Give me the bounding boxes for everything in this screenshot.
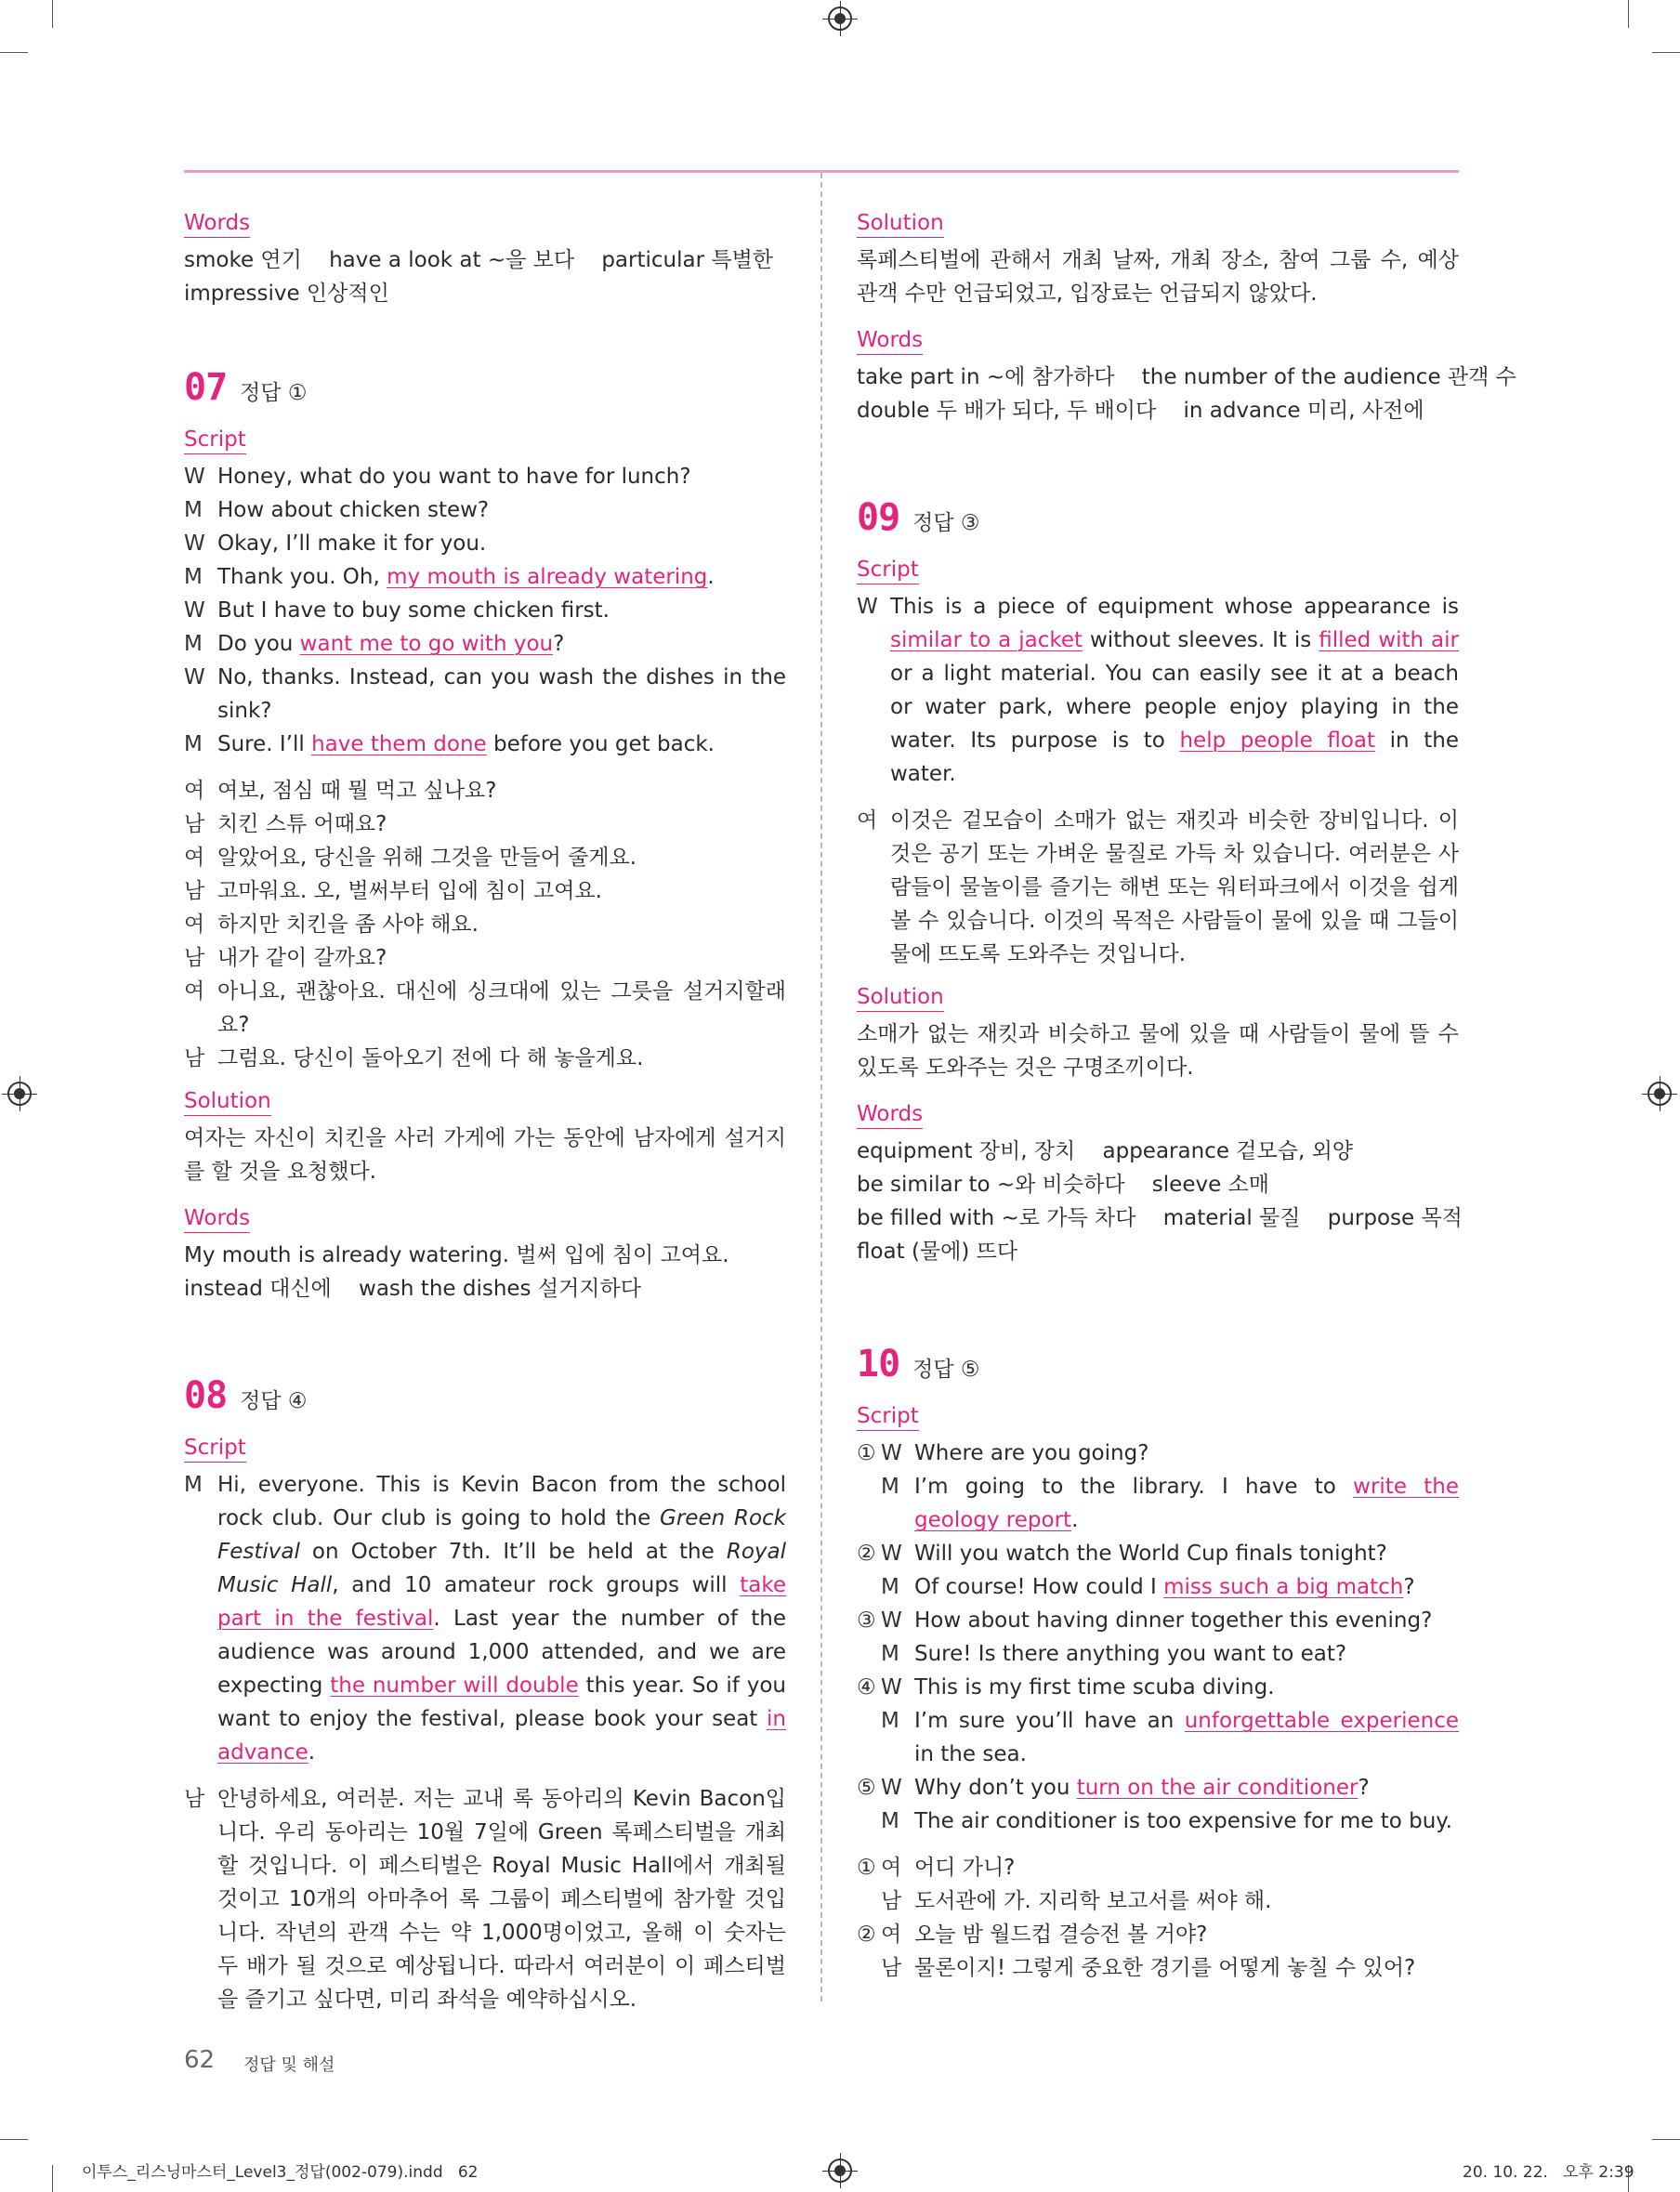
solution-section xyxy=(857,980,1459,1084)
script-line xyxy=(857,1537,1459,1570)
right-column xyxy=(857,206,1516,1994)
script-line xyxy=(184,594,786,627)
highlighted-phrase: help people float xyxy=(1179,728,1376,753)
text-segment: I’m going to the library. I have to xyxy=(914,1475,1354,1499)
script-text xyxy=(914,1637,1459,1671)
page-number: 62 xyxy=(184,2046,216,2074)
script-line xyxy=(857,1671,1459,1704)
script-line xyxy=(857,1570,1459,1604)
text-segment: Hi, everyone. This is Kevin Bacon from the school rock club. Our club is going to hold the xyxy=(217,1473,786,1530)
words-line: be filled with ~로 가득 차다 material 물질 purpose 목적 xyxy=(857,1206,1463,1230)
line-number xyxy=(857,1704,881,1771)
line-number xyxy=(857,1951,881,1985)
answer-label: 정답 ① xyxy=(240,381,308,405)
script-dialogue xyxy=(184,1468,786,1769)
crop-mark xyxy=(52,0,53,28)
speaker-label: 여 xyxy=(184,779,205,803)
line-number xyxy=(857,1805,881,1838)
crop-mark xyxy=(1652,52,1680,53)
text-segment: But I have to buy some chicken first. xyxy=(217,598,610,623)
text-segment: this year. So if you want to enjoy the festival, please book your seat xyxy=(217,1674,786,1731)
question-09-header xyxy=(857,496,1459,540)
translation-text: 치킨 스튜 어때요? xyxy=(217,812,387,836)
script-text xyxy=(914,1671,1459,1704)
translation-text: 도서관에 가. 지리학 보고서를 써야 해. xyxy=(914,1889,1272,1913)
speaker-label: 여 xyxy=(184,846,205,870)
slug-timestamp: 20. 10. 22. 오후 2:39 xyxy=(1463,2163,1634,2182)
answer-label: 정답 ③ xyxy=(912,511,980,535)
highlighted-phrase: take part in the festival xyxy=(217,1573,786,1631)
korean-translation xyxy=(184,774,786,1075)
text-segment: . xyxy=(707,565,715,589)
words-section xyxy=(184,206,786,310)
script-text xyxy=(914,1537,1459,1570)
speaker-label: 남 xyxy=(184,1787,205,1811)
translation-line xyxy=(184,1782,786,2016)
speaker-label: W xyxy=(184,598,205,623)
solution-text: 여자는 자신이 치킨을 사러 가게에 가는 동안에 남자에게 설거지를 할 것을 요청했다. xyxy=(184,1126,786,1184)
text-segment: Green Rock Festival xyxy=(217,1506,786,1564)
speaker-label: W xyxy=(857,595,878,619)
script-label: Script xyxy=(184,426,246,454)
speaker-label: M xyxy=(184,565,203,589)
translation-line xyxy=(184,975,786,1042)
script-line xyxy=(857,1805,1459,1838)
words-line: equipment 장비, 장치 appearance 겉모습, 외양 xyxy=(857,1139,1354,1163)
text-segment: or a light material. You can easily see it at a beach or water park, where people enjoy playing in the water. Its purpose is to xyxy=(890,662,1459,753)
script-line xyxy=(184,460,786,493)
line-number xyxy=(857,1884,881,1918)
speaker-label: W xyxy=(881,1608,902,1633)
script-line xyxy=(184,560,786,594)
text-segment: before you get back. xyxy=(486,732,715,756)
text-segment: Will you watch the World Cup finals tonight? xyxy=(914,1542,1387,1566)
script-text xyxy=(914,1570,1459,1604)
translation-line xyxy=(184,874,786,908)
words-line: instead 대신에 wash the dishes 설거지하다 xyxy=(184,1277,641,1301)
text-segment: Where are you going? xyxy=(914,1441,1149,1465)
registration-mark-icon xyxy=(1647,1082,1672,1106)
speaker-label: 여 xyxy=(881,1856,902,1880)
script-text xyxy=(217,493,786,527)
speaker-label: 여 xyxy=(881,1923,902,1947)
text-segment: This is my first time scuba diving. xyxy=(914,1675,1275,1700)
translation-text: 오늘 밤 월드컵 결승전 볼 거야? xyxy=(914,1923,1208,1947)
script-line xyxy=(184,493,786,527)
text-segment: . Last year the number of the audience was around 1,000 attended, and we are expecting xyxy=(217,1607,786,1698)
words-line: My mouth is already watering. 벌써 입에 침이 고여요. xyxy=(184,1243,729,1267)
text-segment: How about having dinner together this evening? xyxy=(914,1608,1433,1633)
speaker-label: M xyxy=(184,498,203,522)
solution-label: Solution xyxy=(184,1087,271,1116)
translation-line xyxy=(857,1884,1459,1918)
speaker-label: 남 xyxy=(184,879,205,903)
line-number: ① xyxy=(857,1856,876,1880)
question-number: 08 xyxy=(184,1374,228,1417)
speaker-label: M xyxy=(184,1473,203,1497)
script-text xyxy=(217,460,786,493)
script-dialogue xyxy=(184,460,786,761)
solution-section xyxy=(184,1084,786,1188)
solution-label: Solution xyxy=(857,209,944,238)
question-number: 10 xyxy=(857,1343,900,1385)
line-number: ① xyxy=(857,1441,876,1465)
script-line xyxy=(184,661,786,728)
words-line: impressive 인상적인 xyxy=(184,282,389,306)
translation-text: 고마워요. 오, 벌써부터 입에 침이 고여요. xyxy=(217,879,602,903)
text-segment: in the water. xyxy=(890,728,1459,786)
script-line xyxy=(857,1437,1459,1470)
translation-line xyxy=(184,941,786,975)
script-text xyxy=(914,1437,1459,1470)
highlighted-phrase: filled with air xyxy=(1319,628,1459,652)
translation-text: 내가 같이 갈까요? xyxy=(217,946,387,970)
script-text xyxy=(914,1604,1459,1637)
text-segment: The air conditioner is too expensive for me to buy. xyxy=(914,1809,1452,1833)
script-dialogue xyxy=(857,1437,1459,1838)
script-text xyxy=(217,594,786,627)
speaker-label: 여 xyxy=(184,912,205,937)
question-number: 07 xyxy=(184,366,228,409)
highlighted-phrase: unforgettable experience xyxy=(1184,1709,1460,1733)
registration-mark-icon xyxy=(828,2159,852,2183)
speaker-label: M xyxy=(881,1575,899,1599)
speaker-label: W xyxy=(881,1542,902,1566)
left-column xyxy=(184,206,786,2026)
words-list xyxy=(184,243,786,310)
highlighted-phrase: turn on the air conditioner xyxy=(1076,1776,1358,1800)
crop-mark xyxy=(1628,0,1629,28)
translation-line xyxy=(184,774,786,807)
script-text xyxy=(914,1704,1459,1771)
highlighted-phrase: the number will double xyxy=(330,1674,579,1698)
highlighted-phrase: write the geology report xyxy=(914,1475,1459,1532)
speaker-label: W xyxy=(881,1675,902,1700)
script-line xyxy=(857,1637,1459,1671)
translation-line xyxy=(184,908,786,941)
translation-line xyxy=(857,1851,1459,1884)
text-segment: Of course! How could I xyxy=(914,1575,1164,1599)
highlighted-phrase: miss such a big match xyxy=(1163,1575,1404,1599)
script-text xyxy=(914,1771,1459,1805)
text-segment: I’m sure you’ll have an xyxy=(914,1709,1185,1733)
script-line xyxy=(857,1704,1459,1771)
text-segment: Okay, I’ll make it for you. xyxy=(217,532,487,556)
text-segment: . xyxy=(1071,1508,1079,1532)
text-segment: ? xyxy=(553,632,565,656)
speaker-label: 여 xyxy=(857,808,878,833)
slug-filename: 이투스_리스닝마스터_Level3_정답(002-079).indd 62 xyxy=(82,2163,479,2182)
solution-section xyxy=(857,206,1459,310)
script-text xyxy=(217,627,786,661)
speaker-label: M xyxy=(184,632,203,656)
script-text xyxy=(217,560,786,594)
answer-label: 정답 ⑤ xyxy=(912,1358,980,1382)
words-line: be similar to ~와 비슷하다 sleeve 소매 xyxy=(857,1173,1269,1197)
translation-text: 여보, 점심 때 뭘 먹고 싶나요? xyxy=(217,779,497,803)
words-line: take part in ~에 참가하다 the number of the audience 관객 수 xyxy=(857,365,1516,389)
words-label: Words xyxy=(184,209,250,238)
script-line xyxy=(184,627,786,661)
script-dialogue xyxy=(857,590,1459,791)
question-number: 09 xyxy=(857,496,900,539)
question-10-header xyxy=(857,1343,1459,1386)
translation-text: 그럼요. 당신이 돌아오기 전에 다 해 놓을게요. xyxy=(217,1046,644,1070)
speaker-label: 남 xyxy=(184,1046,205,1070)
line-number: ④ xyxy=(857,1675,876,1700)
highlighted-phrase: similar to a jacket xyxy=(890,628,1083,652)
registration-mark-icon xyxy=(7,1082,32,1106)
translation-line xyxy=(184,807,786,841)
text-segment: No, thanks. Instead, can you wash the dishes in the sink? xyxy=(217,665,786,723)
text-segment: This is a piece of equipment whose appearance is xyxy=(890,595,1459,619)
korean-translation xyxy=(857,804,1459,971)
line-number: ② xyxy=(857,1923,876,1947)
script-text xyxy=(914,1805,1459,1838)
translation-text: 어디 가니? xyxy=(914,1856,1016,1880)
highlighted-phrase: have them done xyxy=(311,732,487,756)
text-segment: ? xyxy=(1403,1575,1415,1599)
script-label: Script xyxy=(857,1402,919,1431)
speaker-label: W xyxy=(184,665,205,689)
text-segment: Why don’t you xyxy=(914,1776,1077,1800)
script-label: Script xyxy=(857,556,919,584)
text-segment: Sure. I’ll xyxy=(217,732,312,756)
translation-line xyxy=(857,804,1459,971)
crop-mark xyxy=(52,2165,53,2192)
words-line: double 두 배가 되다, 두 배이다 in advance 미리, 사전에 xyxy=(857,399,1424,423)
text-segment: How about chicken stew? xyxy=(217,498,490,522)
script-text xyxy=(217,661,786,728)
line-number xyxy=(857,1637,881,1671)
line-number: ③ xyxy=(857,1608,876,1633)
question-08-header xyxy=(184,1374,786,1418)
translation-text: 알았어요, 당신을 위해 그것을 만들어 줄게요. xyxy=(217,846,637,870)
translation-text: 안녕하세요, 여러분. 저는 교내 록 동아리의 Kevin Bacon입니다. 우리 동아리는 10월 7일에 Green 록페스티벌을 개최할 것입니다. 이 페스티벌은 Royal Music Hall에서 개최될 것이고 10개의 아마추어 록 그룹이 페스티벌에 참가할 것입니다. 작년의 관객 수는 약 1,000명이었고, 올해 이 숫자는 두 배가 될 것으로 예상됩니다. 따라서 여러분이 이 페스티벌을 즐기고 싶다면, 미리 좌석을 예약하십시오. xyxy=(217,1787,786,2012)
translation-line xyxy=(857,1951,1459,1985)
translation-line xyxy=(184,1042,786,1075)
script-text xyxy=(217,1468,786,1769)
speaker-label: 남 xyxy=(184,812,205,836)
words-label: Words xyxy=(857,1100,923,1129)
script-text xyxy=(217,728,786,761)
script-line xyxy=(857,1470,1459,1537)
text-segment: on October 7th. It’ll be held at the xyxy=(299,1540,727,1564)
translation-text: 이것은 겉모습이 소매가 없는 재킷과 비슷한 장비입니다. 이것은 공기 또는 가벼운 물질로 가득 차 있습니다. 여러분은 사람들이 물놀이를 즐기는 해변 또는 워터파크에서 이것을 쉽게 볼 수 있습니다. 이것의 목적은 사람들이 물에 있을 때 그들이 물에 뜨도록 도와주는 것입니다. xyxy=(890,808,1459,966)
line-number: ② xyxy=(857,1542,876,1566)
translation-line xyxy=(184,841,786,874)
text-segment: Sure! Is there anything you want to eat? xyxy=(914,1642,1347,1666)
highlighted-phrase: in advance xyxy=(217,1707,786,1765)
solution-text: 소매가 없는 재킷과 비슷하고 물에 있을 때 사람들이 물에 뜰 수 있도록 도와주는 것은 구명조끼이다. xyxy=(857,1022,1459,1080)
words-section xyxy=(857,323,1516,427)
speaker-label: W xyxy=(881,1441,902,1465)
words-label: Words xyxy=(184,1204,250,1233)
crop-mark xyxy=(0,52,28,53)
script-text xyxy=(914,1470,1459,1537)
question-07-header xyxy=(184,366,786,410)
text-segment: Do you xyxy=(217,632,300,656)
translation-text: 물론이지! 그렇게 중요한 경기를 어떻게 놓칠 수 있어? xyxy=(914,1956,1416,1980)
translation-line xyxy=(857,1918,1459,1951)
speaker-label: M xyxy=(881,1642,899,1666)
speaker-label: M xyxy=(881,1475,899,1499)
registration-mark-icon xyxy=(828,7,852,31)
highlighted-phrase: my mouth is already watering xyxy=(387,565,708,589)
line-number xyxy=(857,1470,881,1537)
text-segment: in the sea. xyxy=(914,1742,1027,1766)
solution-text: 록페스티벌에 관해서 개최 날짜, 개최 장소, 참여 그룹 수, 예상 관객 수만 언급되었고, 입장료는 언급되지 않았다. xyxy=(857,248,1459,306)
korean-translation xyxy=(857,1851,1459,1985)
text-segment: Thank you. Oh, xyxy=(217,565,387,589)
text-segment: . xyxy=(308,1740,316,1765)
line-number: ⑤ xyxy=(857,1776,876,1800)
script-text xyxy=(890,590,1459,791)
text-segment: ? xyxy=(1358,1776,1370,1800)
answer-label: 정답 ④ xyxy=(240,1389,308,1413)
words-line: float (물에) 뜨다 xyxy=(857,1240,1018,1264)
translation-text: 아니요, 괜찮아요. 대신에 싱크대에 있는 그릇을 설거지할래요? xyxy=(217,979,786,1037)
crop-mark xyxy=(0,2139,28,2140)
words-section xyxy=(857,1097,1463,1268)
speaker-label: W xyxy=(184,532,205,556)
column-divider xyxy=(820,173,822,2002)
text-segment: Royal Music Hall xyxy=(217,1540,786,1597)
script-line xyxy=(184,527,786,560)
speaker-label: W xyxy=(184,465,205,489)
text-segment: , and 10 amateur rock groups will xyxy=(332,1573,741,1597)
script-line xyxy=(857,590,1459,791)
crop-mark xyxy=(1652,2139,1680,2140)
speaker-label: M xyxy=(184,732,203,756)
highlighted-phrase: want me to go with you xyxy=(299,632,554,656)
words-section xyxy=(184,1201,786,1306)
script-line xyxy=(184,1468,786,1769)
script-line xyxy=(857,1771,1459,1805)
speaker-label: 남 xyxy=(184,946,205,970)
solution-label: Solution xyxy=(857,983,944,1012)
script-line xyxy=(857,1604,1459,1637)
script-label: Script xyxy=(184,1434,246,1463)
speaker-label: 여 xyxy=(184,979,205,1004)
script-line xyxy=(184,728,786,761)
text-segment: without sleeves. It is xyxy=(1083,628,1319,652)
speaker-label: W xyxy=(881,1776,902,1800)
speaker-label: 남 xyxy=(881,1956,902,1980)
speaker-label: M xyxy=(881,1709,899,1733)
translation-text: 하지만 치킨을 좀 사야 해요. xyxy=(217,912,479,937)
line-number xyxy=(857,1570,881,1604)
footer-title: 정답 및 해설 xyxy=(243,2055,335,2075)
script-text xyxy=(217,527,786,560)
speaker-label: 남 xyxy=(881,1889,902,1913)
speaker-label: M xyxy=(881,1809,899,1833)
korean-translation xyxy=(184,1782,786,2016)
words-label: Words xyxy=(857,326,923,355)
words-line: smoke 연기 have a look at ~을 보다 particular 특별한 xyxy=(184,248,774,272)
text-segment: Honey, what do you want to have for lunch? xyxy=(217,465,691,489)
